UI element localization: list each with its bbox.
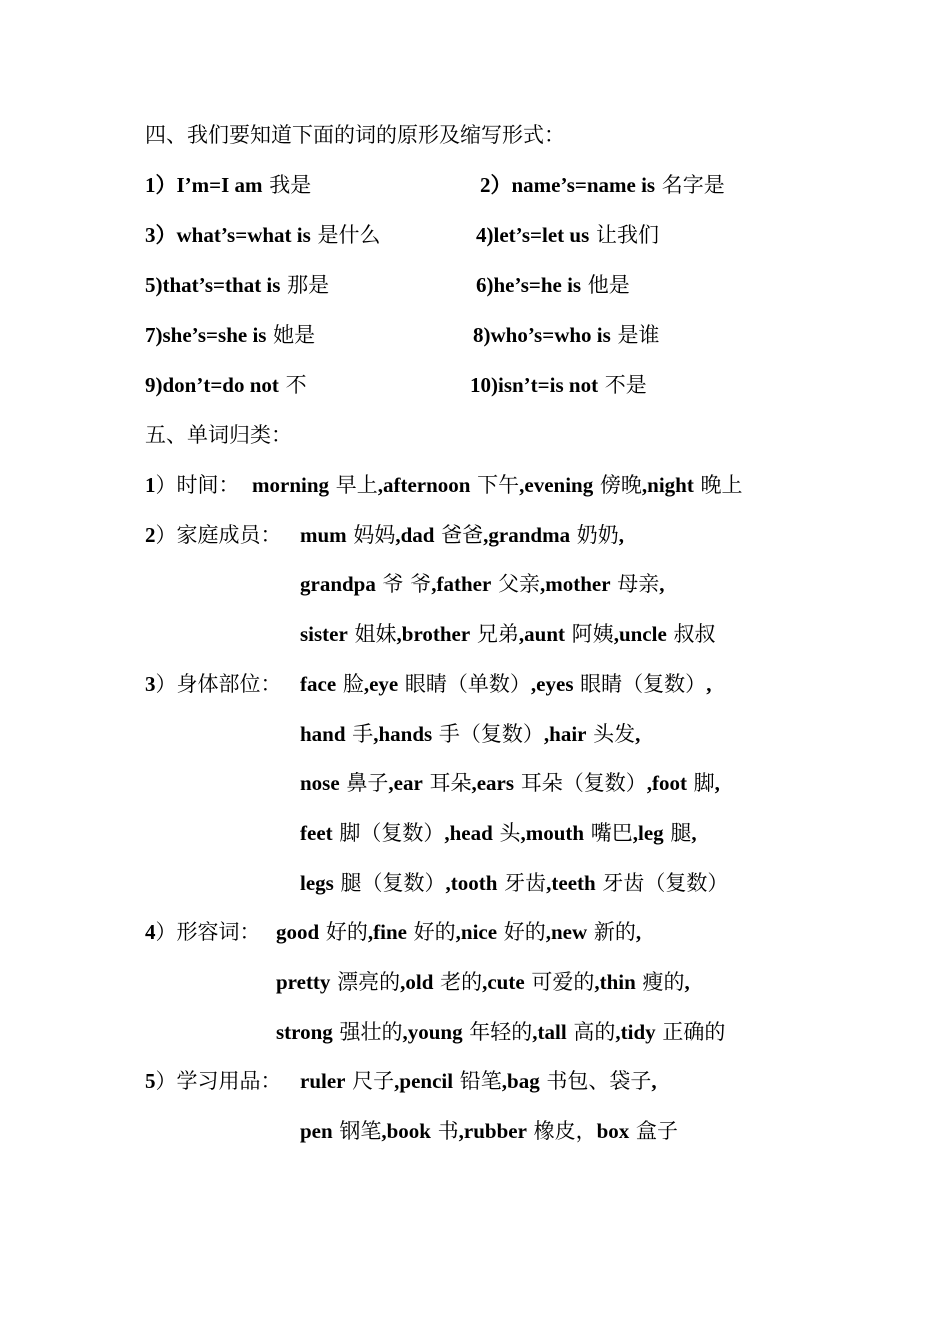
chinese-meaning: 书包、袋子 xyxy=(539,1069,652,1093)
chinese-meaning: 叔叔 xyxy=(666,622,716,646)
chinese-meaning: 阿姨 xyxy=(565,622,614,646)
english-word: ,rubber xyxy=(458,1119,527,1143)
english-word: ,teeth xyxy=(546,871,596,895)
chinese-meaning: 漂亮的 xyxy=(330,970,401,994)
english-word: ,hair xyxy=(543,722,587,746)
contraction-item: 10)isn’t=is not 不是 xyxy=(470,373,647,397)
chinese-meaning: 姐妹 xyxy=(347,622,397,646)
english-word: ,pencil xyxy=(394,1069,454,1093)
chinese-meaning: 父亲 xyxy=(491,572,540,596)
chinese-meaning: 好的 xyxy=(319,920,368,944)
contraction-item: 7)she’s=she is 她是 xyxy=(145,323,316,347)
english-word: hand xyxy=(300,722,346,746)
chinese-meaning: 头发 xyxy=(586,722,636,746)
chinese-meaning: 好的 xyxy=(497,920,546,944)
english-word: ,mother xyxy=(539,572,611,596)
chinese-meaning: 奶奶 xyxy=(570,523,619,547)
english-word: , xyxy=(659,572,665,596)
english-word: , xyxy=(635,722,641,746)
english-word: ,foot xyxy=(646,771,687,795)
vocab-line xyxy=(276,968,690,996)
english-word: sister xyxy=(300,622,348,646)
english-word: feet xyxy=(300,821,333,845)
chinese-meaning: 腿 xyxy=(663,821,692,845)
english-word: pen xyxy=(300,1119,333,1143)
chinese-meaning: 手 xyxy=(345,722,374,746)
contraction-item: 8)who’s=who is 是谁 xyxy=(473,323,660,347)
chinese-meaning: 头 xyxy=(492,821,521,845)
chinese-meaning: 爸爸 xyxy=(434,523,484,547)
chinese-meaning: 妈妈 xyxy=(346,523,396,547)
chinese-meaning: 耳朵 xyxy=(422,771,472,795)
english-word: ,ear xyxy=(388,771,423,795)
english-word: ,book xyxy=(381,1119,431,1143)
english-word: ,thin xyxy=(594,970,636,994)
category-label: 3）身体部位： xyxy=(145,672,282,696)
english-word: nose xyxy=(300,771,340,795)
chinese-meaning: 强壮的 xyxy=(332,1020,403,1044)
chinese-meaning: 母亲 xyxy=(610,572,660,596)
chinese-meaning: 瘦的 xyxy=(635,970,685,994)
english-word: ,night xyxy=(641,473,694,497)
chinese-meaning: 晚上 xyxy=(693,473,743,497)
english-word: ruler xyxy=(300,1069,346,1093)
vocab-line xyxy=(300,819,697,847)
vocab-line xyxy=(300,1117,678,1145)
english-word: ,eyes xyxy=(530,672,574,696)
english-word: ,brother xyxy=(396,622,471,646)
vocab-line xyxy=(300,670,711,698)
vocab-line xyxy=(300,1067,657,1095)
chinese-meaning: 盒子 xyxy=(629,1119,678,1143)
contraction-item: 2）name’s=name is 名字是 xyxy=(480,173,725,197)
english-word: ,hands xyxy=(373,722,433,746)
chinese-meaning: 耳朵（复数） xyxy=(514,771,647,795)
english-word: , xyxy=(635,920,642,944)
chinese-meaning: 铅笔 xyxy=(453,1069,502,1093)
english-word: ,nice xyxy=(455,920,498,944)
chinese-meaning: 橡皮， xyxy=(526,1119,597,1143)
vocab-line xyxy=(300,620,715,648)
category-label: 2）家庭成员： xyxy=(145,523,282,547)
english-word: ,leg xyxy=(632,821,664,845)
vocab-line xyxy=(300,570,664,598)
english-word: ,uncle xyxy=(613,622,667,646)
vocab-line xyxy=(252,471,743,499)
chinese-meaning: 腿（复数） xyxy=(333,871,446,895)
english-word: ,tooth xyxy=(445,871,498,895)
english-word: ,cute xyxy=(482,970,525,994)
english-word: ,mouth xyxy=(520,821,585,845)
english-word: ,young xyxy=(402,1020,463,1044)
vocab-line xyxy=(276,1018,725,1046)
english-word: ,head xyxy=(444,821,493,845)
contraction-item: 9)don’t=do not 不 xyxy=(145,373,307,397)
chinese-meaning: 钢笔 xyxy=(332,1119,382,1143)
category-label: 4）形容词： xyxy=(145,920,261,944)
english-word: ,new xyxy=(545,920,588,944)
chinese-meaning: 年轻的 xyxy=(462,1020,533,1044)
vocab-line xyxy=(300,521,624,549)
english-word: ,afternoon xyxy=(377,473,471,497)
chinese-meaning: 高的 xyxy=(566,1020,616,1044)
vocab-line xyxy=(300,869,728,897)
chinese-meaning: 老的 xyxy=(433,970,483,994)
chinese-meaning: 眼睛（复数） xyxy=(573,672,707,696)
chinese-meaning: 爷 爷 xyxy=(375,572,432,596)
chinese-meaning: 兄弟 xyxy=(470,622,519,646)
english-word: ,dad xyxy=(395,523,435,547)
chinese-meaning: 嘴巴 xyxy=(584,821,633,845)
chinese-meaning: 好的 xyxy=(406,920,456,944)
english-word: ,tidy xyxy=(615,1020,656,1044)
english-word: box xyxy=(596,1119,630,1143)
english-word: , xyxy=(714,771,720,795)
chinese-meaning: 正确的 xyxy=(655,1020,726,1044)
english-word: good xyxy=(276,920,320,944)
chinese-meaning: 牙齿 xyxy=(497,871,547,895)
contraction-item: 1）I’m=I am 我是 xyxy=(145,173,312,197)
english-word: , xyxy=(684,970,690,994)
english-word: ,fine xyxy=(367,920,407,944)
section-5-heading: 五、单词归类： xyxy=(145,423,292,447)
english-word: ,grandma xyxy=(483,523,571,547)
chinese-meaning: 可爱的 xyxy=(524,970,595,994)
contraction-item: 3）what’s=what is 是什么 xyxy=(145,223,381,247)
chinese-meaning: 鼻子 xyxy=(339,771,389,795)
english-word: , xyxy=(618,523,625,547)
english-word: ,eye xyxy=(363,672,399,696)
english-word: , xyxy=(651,1069,657,1093)
chinese-meaning: 早上 xyxy=(329,473,378,497)
chinese-meaning: 脚（复数） xyxy=(332,821,445,845)
chinese-meaning: 傍晚 xyxy=(593,473,642,497)
english-word: ,father xyxy=(431,572,492,596)
vocab-line xyxy=(300,769,720,797)
category-label: 1）时间： xyxy=(145,473,240,497)
contraction-item: 5)that’s=that is 那是 xyxy=(145,273,330,297)
contraction-item: 6)he’s=he is 他是 xyxy=(476,273,630,297)
english-word: ,tall xyxy=(532,1020,567,1044)
vocab-line xyxy=(300,720,640,748)
english-word: ,aunt xyxy=(518,622,565,646)
english-word: ,old xyxy=(400,970,434,994)
chinese-meaning: 眼睛（单数） xyxy=(398,672,531,696)
contraction-item: 4)let’s=let us 让我们 xyxy=(476,223,659,247)
chinese-meaning: 尺子 xyxy=(345,1069,395,1093)
chinese-meaning: 牙齿（复数） xyxy=(595,871,729,895)
english-word: grandpa xyxy=(300,572,376,596)
english-word: pretty xyxy=(276,970,331,994)
chinese-meaning: 手（复数） xyxy=(432,722,544,746)
section-4-heading: 四、我们要知道下面的词的原形及缩写形式： xyxy=(145,123,565,147)
chinese-meaning: 书 xyxy=(430,1119,459,1143)
vocab-line xyxy=(276,918,641,946)
english-word: mum xyxy=(300,523,347,547)
english-word: ,ears xyxy=(471,771,515,795)
english-word: , xyxy=(691,821,697,845)
english-word: legs xyxy=(300,871,334,895)
english-word: ,evening xyxy=(519,473,594,497)
category-label: 5）学习用品： xyxy=(145,1069,282,1093)
english-word: , xyxy=(706,672,712,696)
chinese-meaning: 脚 xyxy=(686,771,715,795)
chinese-meaning: 下午 xyxy=(470,473,520,497)
english-word: morning xyxy=(252,473,330,497)
chinese-meaning: 新的 xyxy=(587,920,636,944)
english-word: ,bag xyxy=(501,1069,540,1093)
chinese-meaning: 脸 xyxy=(336,672,364,696)
english-word: face xyxy=(300,672,337,696)
english-word: strong xyxy=(276,1020,333,1044)
